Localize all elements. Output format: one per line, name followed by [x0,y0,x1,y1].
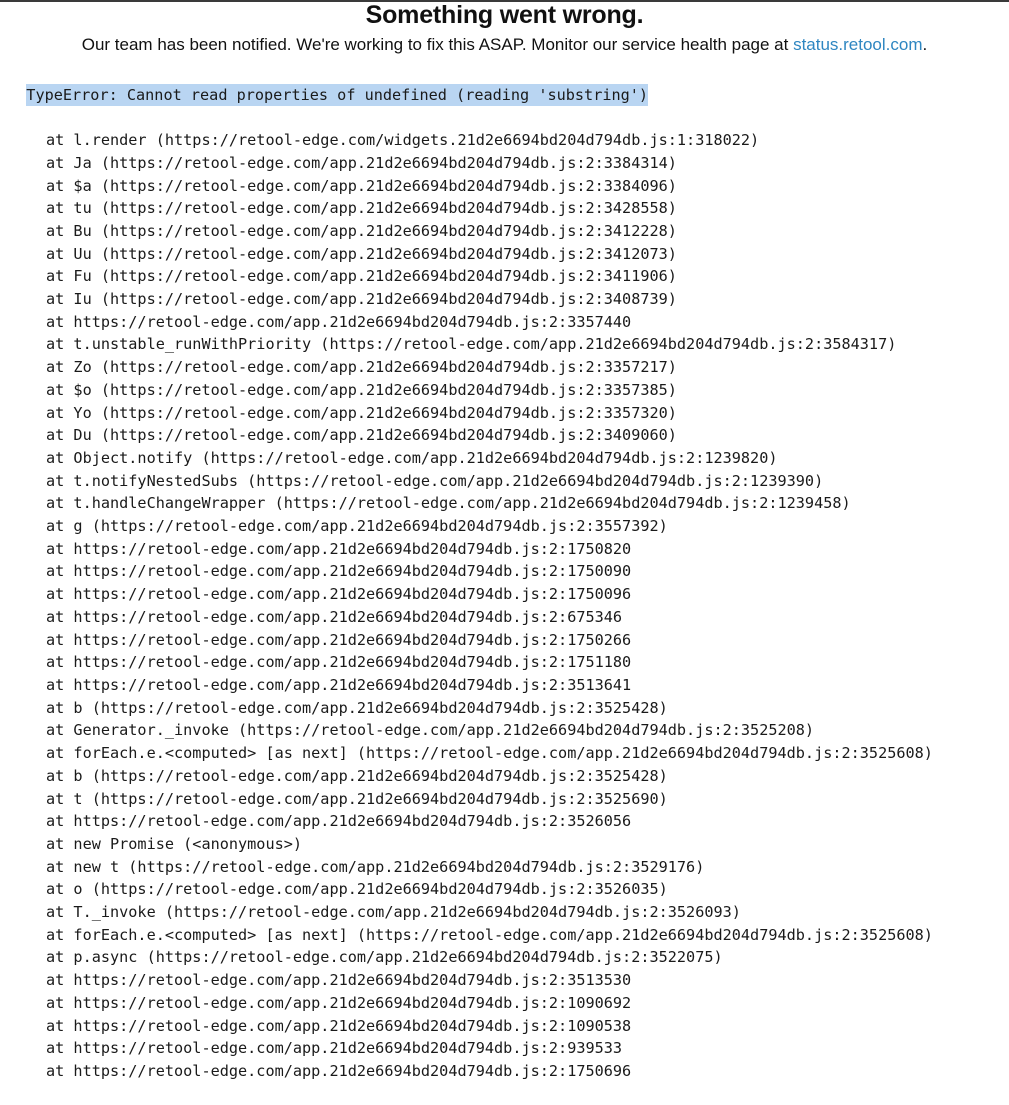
stack-frame: at https://retool-edge.com/app.21d2e6694bd204d794db.js:2:1750096 [46,585,632,604]
stack-frame: at https://retool-edge.com/app.21d2e6694bd204d794db.js:2:939533 [46,1039,623,1058]
message-suffix: . [922,35,928,54]
stack-frame: at https://retool-edge.com/app.21d2e6694bd204d794db.js:2:1090692 [46,993,632,1012]
stack-frame: at https://retool-edge.com/app.21d2e6694bd204d794db.js:2:3357440 [46,312,632,331]
stack-frame: at Yo (https://retool-edge.com/app.21d2e6694bd204d794db.js:2:3357320) [46,403,677,422]
stack-frame: at Ja (https://retool-edge.com/app.21d2e6694bd204d794db.js:2:3384314) [46,153,677,172]
stack-trace [8,61,1009,1105]
stack-frame: at new Promise (<anonymous>) [46,834,303,853]
stack-frame: at $o (https://retool-edge.com/app.21d2e6694bd204d794db.js:2:3357385) [46,380,677,399]
error-title: Something went wrong. [365,1,644,29]
stack-frame: at $a (https://retool-edge.com/app.21d2e6694bd204d794db.js:2:3384096) [46,176,677,195]
stack-frame: at Zo (https://retool-edge.com/app.21d2e6694bd204d794db.js:2:3357217) [46,358,677,377]
stack-frame: at https://retool-edge.com/app.21d2e6694bd204d794db.js:2:1090538 [46,1016,632,1035]
stack-frame: at b (https://retool-edge.com/app.21d2e6694bd204d794db.js:2:3525428) [46,766,668,785]
stack-frame: at b (https://retool-edge.com/app.21d2e6694bd204d794db.js:2:3525428) [46,698,668,717]
stack-frame: at p.async (https://retool-edge.com/app.21d2e6694bd204d794db.js:2:3522075) [46,948,723,967]
stack-frame: at tu (https://retool-edge.com/app.21d2e6694bd204d794db.js:2:3428558) [46,199,677,218]
stack-frame: at forEach.e.<computed> [as next] (https://retool-edge.com/app.21d2e6694bd204d794db.js:2:3525608) [46,744,933,763]
stack-frame: at Generator._invoke (https://retool-edge.com/app.21d2e6694bd204d794db.js:2:3525208) [46,721,815,740]
stack-frame: at o (https://retool-edge.com/app.21d2e6694bd204d794db.js:2:3526035) [46,880,668,899]
stack-frame: at https://retool-edge.com/app.21d2e6694bd204d794db.js:2:3513530 [46,971,632,990]
stack-frame: at g (https://retool-edge.com/app.21d2e6694bd204d794db.js:2:3557392) [46,517,668,536]
stack-frame: at Fu (https://retool-edge.com/app.21d2e6694bd204d794db.js:2:3411906) [46,267,677,286]
stack-frame: at https://retool-edge.com/app.21d2e6694bd204d794db.js:2:1751180 [46,653,632,672]
stack-frame: at l.render (https://retool-edge.com/widgets.21d2e6694bd204d794db.js:1:318022) [46,131,760,150]
stack-frame: at new t (https://retool-edge.com/app.21d2e6694bd204d794db.js:2:3529176) [46,857,705,876]
stack-frame: at https://retool-edge.com/app.21d2e6694bd204d794db.js:2:3526056 [46,812,632,831]
status-page-link[interactable]: status.retool.com [793,35,923,54]
stack-frame: at Object.notify (https://retool-edge.com/app.21d2e6694bd204d794db.js:2:1239820) [46,448,778,467]
error-message [0,34,1009,56]
stack-frame: at Iu (https://retool-edge.com/app.21d2e6694bd204d794db.js:2:3408739) [46,290,677,309]
stack-frame: at https://retool-edge.com/app.21d2e6694bd204d794db.js:2:1750696 [46,1061,632,1080]
stack-frame: at Bu (https://retool-edge.com/app.21d2e6694bd204d794db.js:2:3412228) [46,221,677,240]
stack-frame: at t.notifyNestedSubs (https://retool-edge.com/app.21d2e6694bd204d794db.js:2:1239390) [46,471,824,490]
stack-frame: at T._invoke (https://retool-edge.com/app.21d2e6694bd204d794db.js:2:3526093) [46,903,741,922]
stack-frame: at t (https://retool-edge.com/app.21d2e6694bd204d794db.js:2:3525690) [46,789,668,808]
stack-frame: at t.handleChangeWrapper (https://retool-edge.com/app.21d2e6694bd204d794db.js:2:1239458) [46,494,851,513]
stack-frames [8,129,1009,1083]
stack-frame: at https://retool-edge.com/app.21d2e6694bd204d794db.js:2:3513641 [46,675,632,694]
stack-frame: at https://retool-edge.com/app.21d2e6694bd204d794db.js:2:1750090 [46,562,632,581]
stack-frame: at https://retool-edge.com/app.21d2e6694bd204d794db.js:2:1750266 [46,630,632,649]
message-prefix: Our team has been notified. We're working to fix this ASAP. Monitor our service health page at [81,35,794,54]
error-type-message: TypeError: Cannot read properties of undefined (reading 'substring') [26,84,648,107]
stack-frame: at Du (https://retool-edge.com/app.21d2e6694bd204d794db.js:2:3409060) [46,426,677,445]
stack-frame: at https://retool-edge.com/app.21d2e6694bd204d794db.js:2:675346 [46,607,623,626]
stack-frame: at Uu (https://retool-edge.com/app.21d2e6694bd204d794db.js:2:3412073) [46,244,677,263]
stack-frame: at forEach.e.<computed> [as next] (https://retool-edge.com/app.21d2e6694bd204d794db.js:2:3525608) [46,925,933,944]
stack-frame: at https://retool-edge.com/app.21d2e6694bd204d794db.js:2:1750820 [46,539,632,558]
stack-frame: at t.unstable_runWithPriority (https://retool-edge.com/app.21d2e6694bd204d794db.js:2:3584317) [46,335,897,354]
